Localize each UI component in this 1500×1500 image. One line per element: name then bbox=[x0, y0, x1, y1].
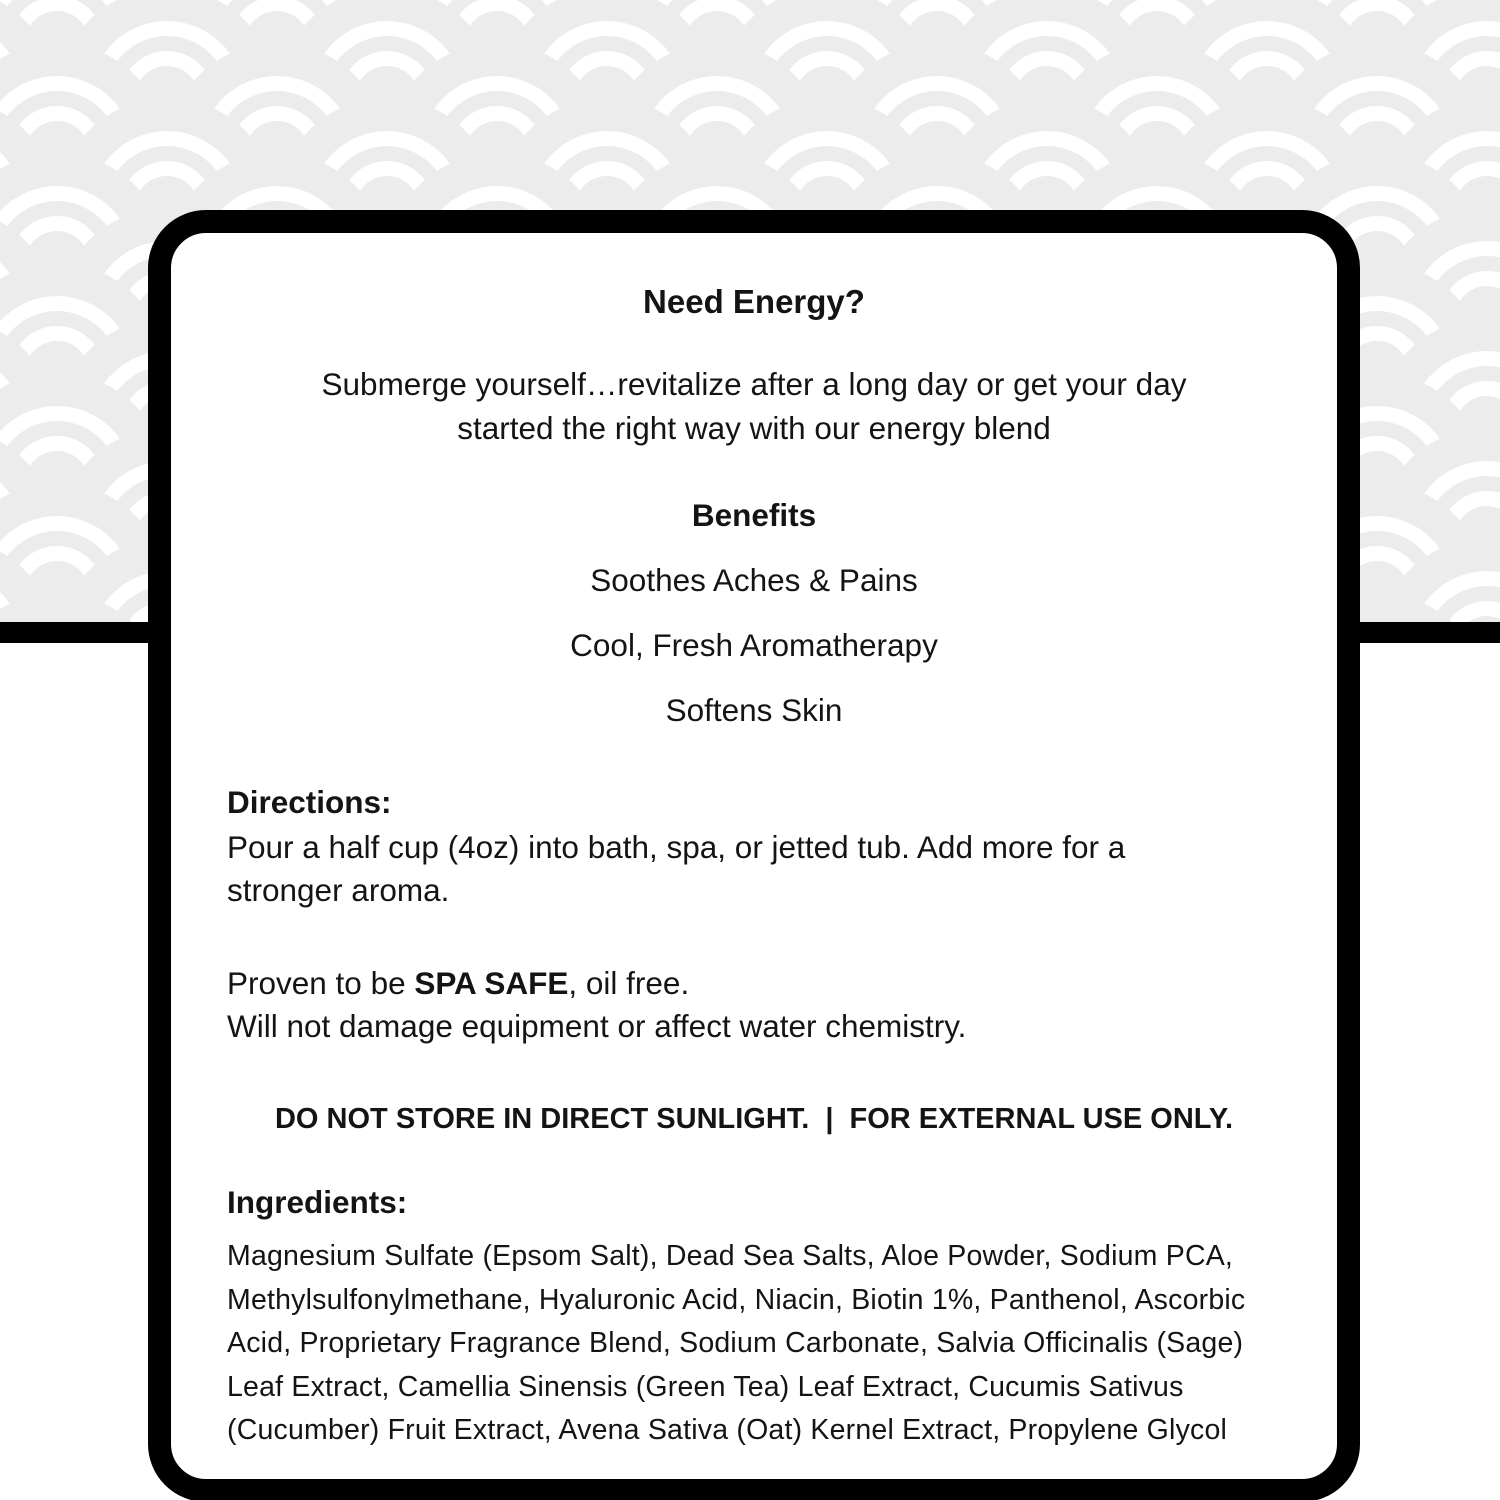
heading: Need Energy? bbox=[643, 283, 865, 320]
spa-safe-emphasis: SPA SAFE bbox=[414, 965, 569, 1001]
spa-safe-prefix: Proven to be bbox=[227, 965, 415, 1001]
benefit-item: Cool, Fresh Aromatherapy bbox=[570, 627, 938, 663]
ingredients-line: Methylsulfonylmethane, Hyaluronic Acid, Niacin, Biotin 1%, Panthenol, Ascorbic bbox=[227, 1283, 1246, 1316]
benefit-item: Softens Skin bbox=[665, 692, 843, 728]
intro-line: started the right way with our energy blend bbox=[457, 410, 1051, 446]
directions-text bbox=[227, 826, 1281, 912]
warning-line bbox=[227, 1103, 1281, 1136]
ingredients-line: Leaf Extract, Camellia Sinensis (Green Tea) Leaf Extract, Cucumis Sativus bbox=[227, 1370, 1184, 1403]
directions-line: Pour a half cup (4oz) into bath, spa, or jetted tub. Add more for a bbox=[227, 829, 1126, 865]
benefits-title: Benefits bbox=[691, 497, 817, 533]
warning-right: FOR EXTERNAL USE ONLY. bbox=[849, 1103, 1234, 1135]
ingredients-line: (Cucumber) Fruit Extract, Avena Sativa (Oat) Kernel Extract, Propylene Glycol bbox=[227, 1414, 1228, 1446]
ingredients-line: Magnesium Sulfate (Epsom Salt), Dead Sea Salts, Aloe Powder, Sodium PCA, bbox=[227, 1240, 1234, 1272]
warning-left: DO NOT STORE IN DIRECT SUNLIGHT. bbox=[274, 1103, 810, 1135]
intro-text bbox=[227, 362, 1281, 450]
ingredients-label: Ingredients: bbox=[227, 1184, 408, 1220]
spa-safe-line bbox=[227, 962, 1281, 1005]
benefit-item: Soothes Aches & Pains bbox=[590, 562, 918, 598]
warning-separator: | bbox=[825, 1103, 834, 1135]
spa-safe-suffix: , oil free. bbox=[568, 965, 690, 1001]
intro-line: Submerge yourself…revitalize after a long day or get your day bbox=[321, 366, 1187, 402]
directions-label: Directions: bbox=[227, 784, 392, 820]
benefits-list bbox=[227, 562, 1281, 729]
ingredients-line: Acid, Proprietary Fragrance Blend, Sodium Carbonate, Salvia Officinalis (Sage) bbox=[227, 1327, 1244, 1359]
water-chemistry-line: Will not damage equipment or affect water chemistry. bbox=[227, 1008, 967, 1044]
directions-line: stronger aroma. bbox=[227, 872, 450, 908]
product-info-card bbox=[148, 210, 1360, 1500]
ingredients-text bbox=[227, 1235, 1281, 1453]
